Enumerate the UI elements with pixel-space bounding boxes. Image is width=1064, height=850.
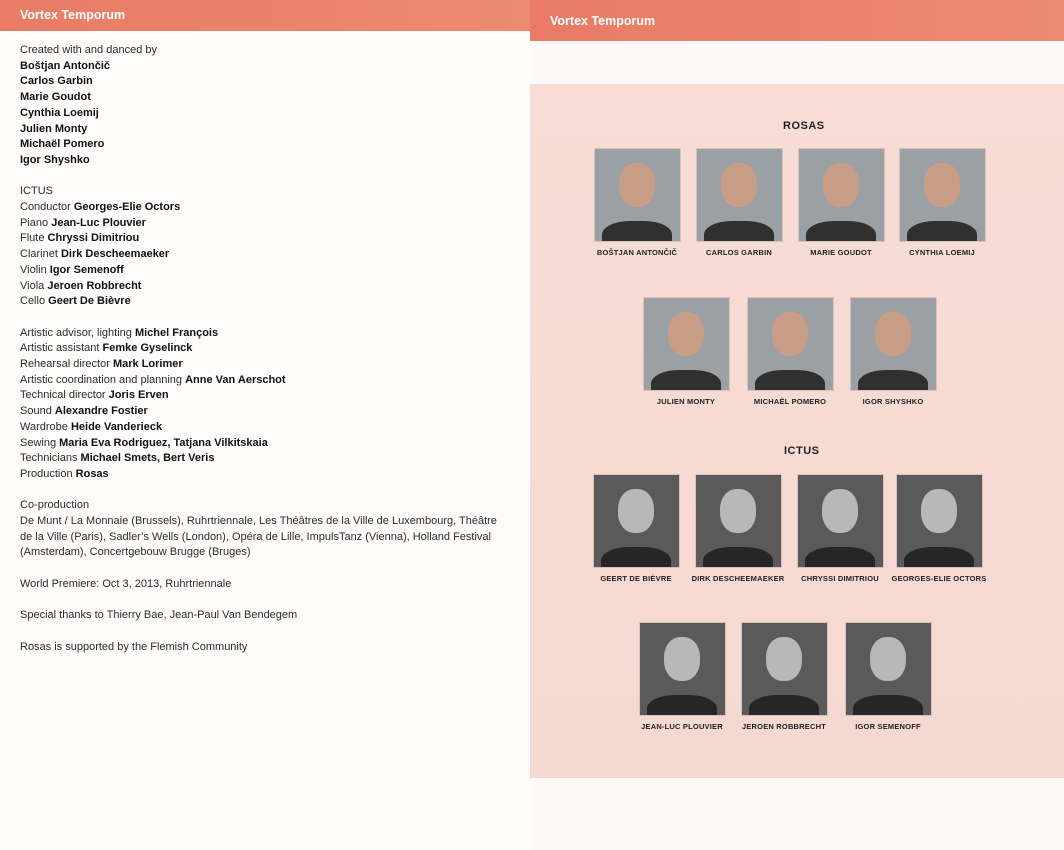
portrait-photo <box>695 474 782 568</box>
credit-name: Jean-Luc Plouvier <box>51 216 146 229</box>
portrait-caption: MARIE GOUDOT <box>810 248 872 257</box>
left-page <box>0 0 530 850</box>
credit-line <box>20 326 500 342</box>
credit-name: Anne Van Aerschot <box>185 373 286 386</box>
dancer-name: Igor Shyshko <box>20 153 90 166</box>
credit-name: Joris Erven <box>108 389 169 402</box>
credit-role: Violin <box>20 263 47 276</box>
cast-portrait-card <box>833 622 943 731</box>
credit-name: Maria Eva Rodriguez, Tatjana Vilkitskaia <box>59 436 268 449</box>
credit-name: Georges-Elie Octors <box>73 201 181 214</box>
portrait-photo <box>696 148 783 242</box>
portrait-caption: DIRK DESCHEEMAEKER <box>691 574 785 583</box>
portrait-photo <box>899 148 986 242</box>
portrait-photo <box>594 148 681 242</box>
credits-block <box>20 43 500 655</box>
right-page <box>530 0 1064 850</box>
credit-line <box>20 436 500 452</box>
credit-name: Igor Semenoff <box>49 263 124 276</box>
support-line: Rosas is supported by the Flemish Community <box>20 640 248 653</box>
dancer-name: Carlos Garbin <box>20 75 93 88</box>
portrait-caption: IGOR SHYSHKO <box>862 397 924 406</box>
cast-portrait-card <box>683 474 793 583</box>
credit-role: Artistic coordination and planning <box>20 373 183 386</box>
credit-name: Rosas <box>75 467 109 480</box>
credit-name: Geert De Bièvre <box>48 295 131 308</box>
ictus-heading: ICTUS <box>784 445 820 457</box>
page-header-title: Vortex Temporum <box>20 8 126 22</box>
premiere-line: World Premiere: Oct 3, 2013, Ruhrtriennale <box>20 577 232 590</box>
cast-panel <box>530 84 1064 778</box>
cast-portrait-card <box>627 622 737 731</box>
credit-name: Heide Vanderieck <box>70 420 163 433</box>
credit-line <box>20 263 500 279</box>
dancer-list <box>20 59 500 169</box>
credit-role: Clarinet <box>20 248 58 261</box>
credit-role: Sewing <box>20 436 57 449</box>
cast-portrait-card <box>884 474 994 583</box>
credit-role: Viola <box>20 279 45 292</box>
credit-line <box>20 404 500 420</box>
credit-name: Dirk Descheemaeker <box>60 248 170 261</box>
cast-portrait-card <box>729 622 839 731</box>
credit-line <box>20 357 500 373</box>
credit-line <box>20 247 500 263</box>
credit-name: Femke Gyselinck <box>102 342 193 355</box>
credit-line <box>20 451 500 467</box>
ictus-heading: ICTUS <box>20 185 53 198</box>
cast-portrait-card <box>581 474 691 583</box>
portrait-caption: GEERT DE BIÈVRE <box>600 574 672 583</box>
credit-name: Michael Smets, Bert Veris <box>80 452 215 465</box>
credit-line <box>20 231 500 247</box>
portrait-caption: GEORGES-ELIE OCTORS <box>891 574 987 583</box>
portrait-photo <box>643 297 730 391</box>
thanks-line: Special thanks to Thierry Bae, Jean-Paul Van Bendegem <box>20 609 298 622</box>
credit-role: Sound <box>20 405 52 418</box>
credit-line <box>20 467 500 483</box>
credit-name: Alexandre Fostier <box>54 405 148 418</box>
portrait-caption: BOŠTJAN ANTONČIČ <box>596 248 678 257</box>
credit-role: Technicians <box>20 452 78 465</box>
portrait-caption: IGOR SEMENOFF <box>855 722 921 731</box>
portrait-caption: JEAN-LUC PLOUVIER <box>641 722 723 731</box>
cast-portrait-card <box>684 148 794 257</box>
cast-portrait-card <box>785 474 895 583</box>
dancer-name: Cynthia Loemij <box>20 106 99 119</box>
intro-line: Created with and danced by <box>20 44 157 56</box>
credit-role: Cello <box>20 295 46 308</box>
portrait-photo <box>797 474 884 568</box>
portrait-photo <box>639 622 726 716</box>
credit-line <box>20 341 500 357</box>
portrait-caption: JULIEN MONTY <box>656 397 716 406</box>
credit-line <box>20 216 500 232</box>
cast-portrait-card <box>735 297 845 406</box>
credit-role: Rehearsal director <box>20 358 110 371</box>
credit-role: Piano <box>20 216 49 229</box>
dancer-name: Julien Monty <box>20 122 88 135</box>
coproduction-heading: Co-production <box>20 499 90 512</box>
cast-portrait-card <box>838 297 948 406</box>
portrait-photo <box>850 297 937 391</box>
cast-portrait-card <box>786 148 896 257</box>
credit-line <box>20 279 500 295</box>
portrait-caption: MICHAËL POMERO <box>753 397 827 406</box>
staff-credit-list <box>20 326 500 483</box>
credit-name: Michel François <box>134 326 219 339</box>
dancer-name: Boštjan Antončič <box>20 59 111 72</box>
credit-name: Mark Lorimer <box>112 358 183 371</box>
cast-portrait-card <box>631 297 741 406</box>
credit-name: Jeroen Robbrecht <box>47 279 142 292</box>
credit-line <box>20 200 500 216</box>
credit-role: Artistic advisor, lighting <box>20 326 132 339</box>
credit-role: Wardrobe <box>20 420 68 433</box>
credit-line <box>20 420 500 436</box>
cast-portrait-card <box>582 148 692 257</box>
coproduction-text: De Munt / La Monnaie (Brussels), Ruhrtriennale, Les Théâtres de la Ville de Luxembourg, Théâtre de la Ville (Paris), Sadler’s Wells (London), Opéra de Lille, ImpulsTanz (Vienna), Holland Festival (Amsterdam), Concertgebouw Brugge (Bruges) <box>20 515 497 559</box>
credit-line <box>20 388 500 404</box>
credit-role: Artistic assistant <box>20 342 100 355</box>
credit-role: Conductor <box>20 201 71 214</box>
portrait-photo <box>798 148 885 242</box>
credit-line <box>20 294 500 310</box>
credit-line <box>20 373 500 389</box>
portrait-photo <box>741 622 828 716</box>
portrait-photo <box>593 474 680 568</box>
portrait-photo <box>845 622 932 716</box>
portrait-caption: CHRYSSI DIMITRIOU <box>801 574 879 583</box>
page-header-title: Vortex Temporum <box>550 14 656 28</box>
dancer-name: Michaël Pomero <box>20 138 105 151</box>
portrait-photo <box>747 297 834 391</box>
credit-role: Flute <box>20 232 45 245</box>
portrait-caption: CYNTHIA LOEMIJ <box>909 248 975 257</box>
rosas-heading: ROSAS <box>783 120 825 132</box>
portrait-photo <box>896 474 983 568</box>
credit-role: Production <box>20 467 73 480</box>
cast-portrait-card <box>887 148 997 257</box>
portrait-caption: CARLOS GARBIN <box>706 248 772 257</box>
dancer-name: Marie Goudot <box>20 91 91 104</box>
portrait-caption: JEROEN ROBBRECHT <box>741 722 827 731</box>
ictus-credit-list <box>20 200 500 310</box>
credit-name: Chryssi Dimitriou <box>47 232 140 245</box>
credit-role: Technical director <box>20 389 106 402</box>
